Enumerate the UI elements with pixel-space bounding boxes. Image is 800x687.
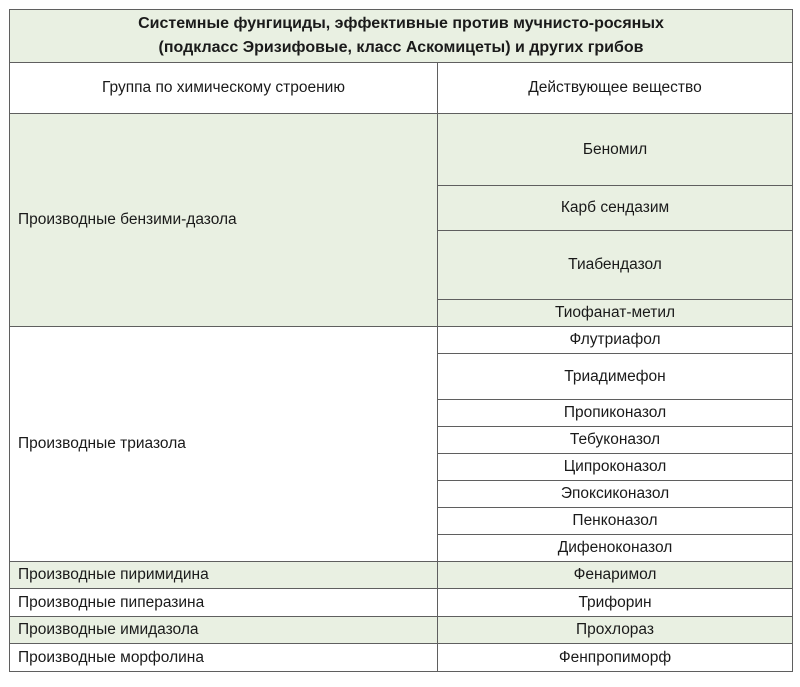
table-header-row [10, 63, 793, 114]
substance-cell: Прохлораз [438, 617, 793, 644]
table-title-row [10, 10, 793, 63]
table-row [10, 327, 793, 354]
table-row [10, 589, 793, 617]
substance-cell: Эпоксиконазол [438, 481, 793, 508]
substance-cell: Фенпропиморф [438, 644, 793, 672]
substance-cell: Тиофанат-метил [438, 300, 793, 327]
fungicides-table [9, 9, 793, 672]
table-title-line-2: (подкласс Эризифовые, класс Аскомицеты) и других грибов [158, 39, 644, 56]
substance-cell: Флутриафол [438, 327, 793, 354]
group-name-benzimidazole: Производные бензими-дазола [10, 114, 438, 327]
group-name-triazole: Производные триазола [10, 327, 438, 562]
group-name-imidazole: Производные имидазола [10, 617, 438, 644]
substance-cell: Карб сендазим [438, 186, 793, 231]
substance-cell: Тебуконазол [438, 427, 793, 454]
column-header-group: Группа по химическому строению [10, 63, 438, 114]
table-row [10, 617, 793, 644]
substance-cell: Беномил [438, 114, 793, 186]
substance-cell: Фенаримол [438, 562, 793, 589]
table-row [10, 562, 793, 589]
table-title [10, 10, 793, 63]
column-header-substance: Действующее вещество [438, 63, 793, 114]
substance-cell: Тиабендазол [438, 231, 793, 300]
group-name-piperazine: Производные пиперазина [10, 589, 438, 617]
table-row [10, 114, 793, 186]
substance-cell: Ципроконазол [438, 454, 793, 481]
substance-cell: Пенконазол [438, 508, 793, 535]
table-row [10, 644, 793, 672]
substance-cell: Пропиконазол [438, 400, 793, 427]
group-name-pyrimidine: Производные пиримидина [10, 562, 438, 589]
group-name-morpholine: Производные морфолина [10, 644, 438, 672]
table-title-line-1: Системные фунгициды, эффективные против мучнисто-росяных [138, 15, 664, 32]
substance-cell: Трифорин [438, 589, 793, 617]
substance-cell: Дифеноконазол [438, 535, 793, 562]
substance-cell: Триадимефон [438, 354, 793, 400]
